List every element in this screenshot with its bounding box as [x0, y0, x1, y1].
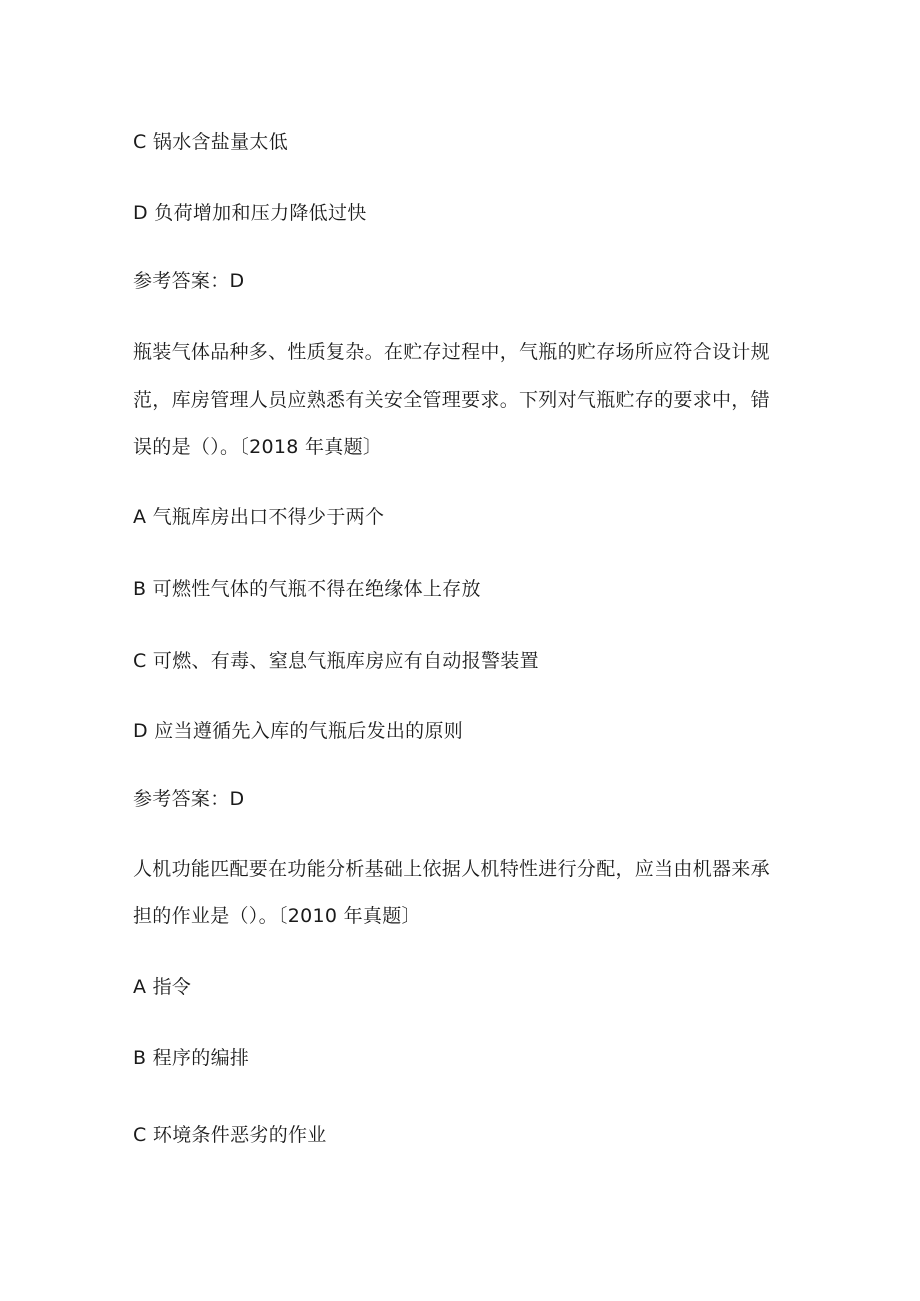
- option-b-text: B 程序的编排: [133, 1047, 250, 1069]
- answer-text: 参考答案：D: [133, 788, 245, 810]
- question-text-line-3: 误的是（）。〔2018 年真题〕: [133, 436, 383, 458]
- option-a-text: A 气瓶库房出口不得少于两个: [133, 506, 385, 528]
- option-c-text: C 可燃、有毒、窒息气瓶库房应有自动报警装置: [133, 650, 539, 672]
- question-text-line-1: 瓶装气体品种多、性质复杂。在贮存过程中，气瓶的贮存场所应符合设计规: [133, 341, 770, 363]
- question-text-line-2: 担的作业是（）。〔2010 年真题〕: [133, 905, 421, 927]
- option-d-text: D 负荷增加和压力降低过快: [133, 202, 367, 224]
- option-c-text: C 锅水含盐量太低: [133, 131, 289, 153]
- answer-text: 参考答案：D: [133, 270, 245, 292]
- question-text-line-2: 范，库房管理人员应熟悉有关安全管理要求。下列对气瓶贮存的要求中，错: [133, 389, 770, 411]
- option-d-text: D 应当遵循先入库的气瓶后发出的原则: [133, 720, 464, 742]
- option-c-text: C 环境条件恶劣的作业: [133, 1124, 327, 1146]
- option-a-text: A 指令: [133, 976, 192, 998]
- option-b-text: B 可燃性气体的气瓶不得在绝缘体上存放: [133, 578, 481, 600]
- question-text-line-1: 人机功能匹配要在功能分析基础上依据人机特性进行分配，应当由机器来承: [133, 858, 770, 880]
